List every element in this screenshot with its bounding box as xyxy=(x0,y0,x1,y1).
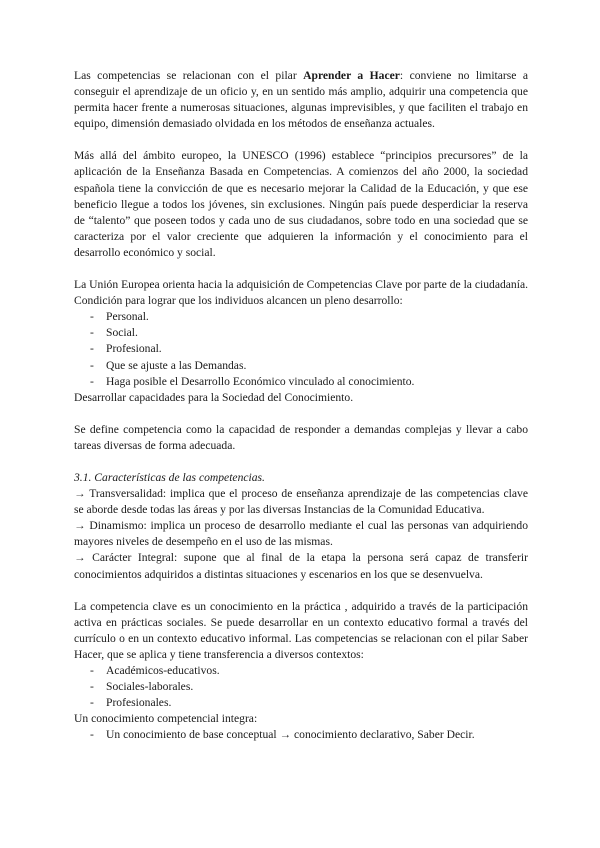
paragraph-pilar-aprender: Las competencias se relacionan con el pilar Aprender a Hacer: conviene no limitarse a conseguir el aprendizaje de un oficio y, en un sentido más amplio, adquirir una competencia que permita hacer frente a numerosas situaciones, algunas imprevisibles, y que faciliten el trabajo en equipo, dimensión demasiado olvidada en los métodos de enseñanza actuales. xyxy=(74,69,529,131)
section-heading: 3.1. Características de las competencias. xyxy=(74,470,265,484)
list-contextos xyxy=(74,663,528,711)
list-conocimiento xyxy=(74,727,528,743)
feature-caracter-integral: → Carácter Integral: supone que al final de la etapa la persona será capaz de transferir conocimientos adquiridos a distintas situaciones y escenarios en los que se desenvuelva. xyxy=(74,551,528,581)
paragraph-union-europea: La Unión Europea orienta hacia la adquisición de Competencias Clave por parte de la ciudadanía. Condición para lograr que los individuos alcancen un pleno desarrollo: xyxy=(74,278,528,308)
list-item: - Profesionales. xyxy=(90,696,172,710)
list-item: - Haga posible el Desarrollo Económico vinculado al conocimiento. xyxy=(90,374,415,388)
bold-aprender-a-hacer: Aprender a Hacer xyxy=(303,69,400,82)
list-item: - Sociales-laborales. xyxy=(90,680,194,694)
list-item: - Profesional. xyxy=(90,342,162,356)
list-item: - Social. xyxy=(90,326,138,340)
feature-transversalidad: → Transversalidad: implica que el proceso de enseñanza aprendizaje de las competencias clave se aborde desde todas las áreas y por las diversas Instancias de la Comunidad Educativa. xyxy=(74,487,528,517)
document-page xyxy=(74,68,528,743)
list-item: - Personal. xyxy=(90,310,149,324)
list-item: - Un conocimiento de base conceptual → conocimiento declarativo, Saber Decir. xyxy=(90,728,475,742)
list-desarrollo xyxy=(74,309,528,389)
paragraph-unesco: Más allá del ámbito europeo, la UNESCO (1996) establece “principios precursores” de la aplicación de la Enseñanza Basada en Competencias. A comienzos del año 2000, la sociedad española tiene la convicción de que es necesario mejorar la Calidad de la Educación, y que ese beneficio llegue a todos los jóvenes, sin exclusiones. Ningún país puede desperdiciar la reserva de “talento” que poseen todos y cada uno de sus ciudadanos, sobre todo en una sociedad que se caracteriza por el valor creciente que adquieren la información y el conocimiento para el desarrollo económico y social. xyxy=(74,149,528,259)
paragraph-conocimiento-integra: Un conocimiento competencial integra: xyxy=(74,712,258,726)
paragraph-definicion: Se define competencia como la capacidad de responder a demandas complejas y llevar a cabo tareas diversas de forma adecuada. xyxy=(74,422,528,452)
list-item: - Que se ajuste a las Demandas. xyxy=(90,358,247,372)
list-item: - Académicos-educativos. xyxy=(90,664,220,677)
paragraph-sociedad-conocimiento: Desarrollar capacidades para la Sociedad del Conocimiento. xyxy=(74,390,354,404)
feature-dinamismo: → Dinamismo: implica un proceso de desarrollo mediante el cual las personas van adquiriendo mayores niveles de desempeño en el uso de las mismas. xyxy=(74,519,528,549)
paragraph-competencia-clave: La competencia clave es un conocimiento en la práctica , adquirido a través de la participación activa en prácticas sociales. Se puede desarrollar en un contexto educativo formal a través del currículo o en un contexto educativo informal. Las competencias se relacionan con el pilar Saber Hacer, que se aplica y tiene transferencia a diversos contextos: xyxy=(74,599,528,661)
